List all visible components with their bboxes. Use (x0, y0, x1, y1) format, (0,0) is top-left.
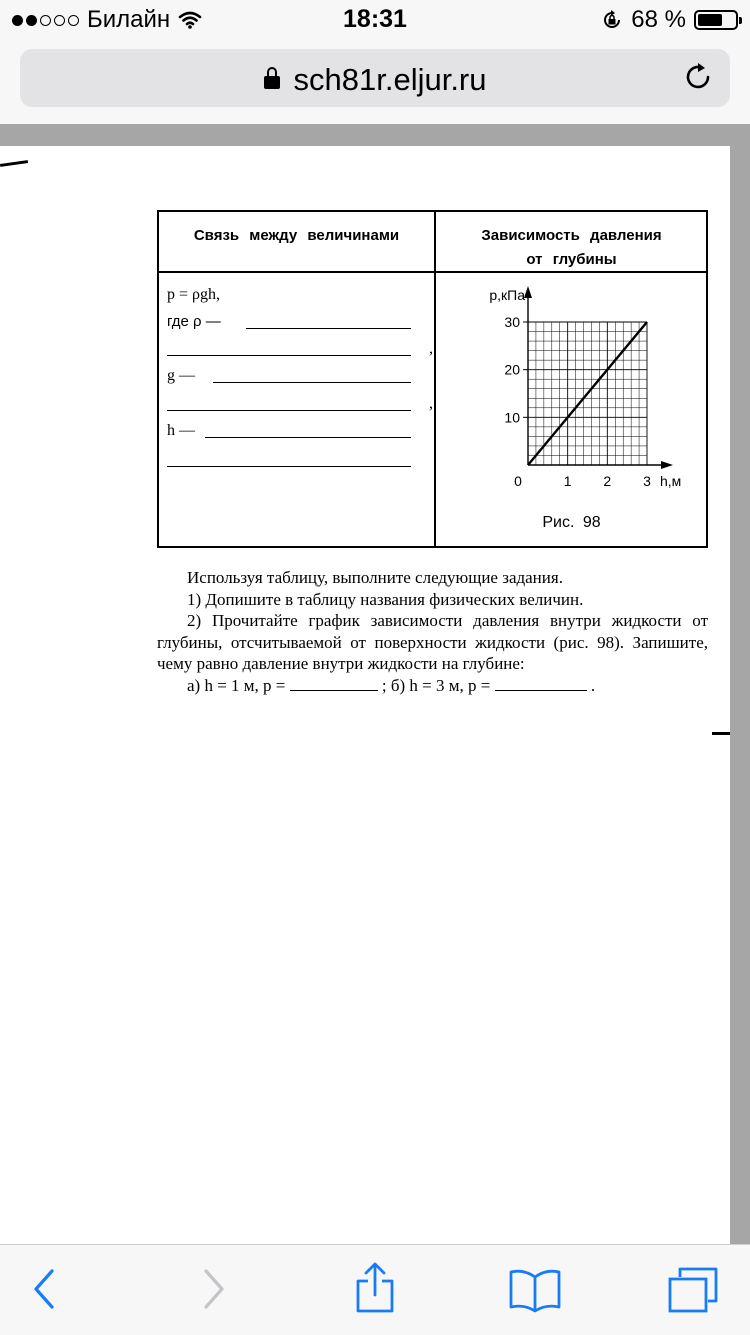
task-1: 1) Допишите в таблицу названия физических величин. (187, 589, 584, 609)
battery-fill (698, 14, 722, 26)
answer-b-line[interactable] (495, 678, 587, 691)
battery-icon (694, 10, 738, 30)
x-tick-label: 1 (563, 473, 572, 489)
scan-mark (0, 160, 28, 167)
browser-toolbar (0, 1244, 750, 1335)
task-2: 2) Прочитайте график зависимости давления внутри жидкости от глубины, отсчитываемой от поверхности жидкости (рис. 98). Запишите, чему равно давление внутри жидкости на глубине: (157, 611, 708, 673)
answer-b-label: ; б) h = 3 м, p = (381, 675, 491, 695)
answer-line[interactable] (213, 382, 411, 383)
reload-icon[interactable] (682, 61, 714, 93)
table-header-right-line1: Зависимость давления (481, 227, 662, 244)
bookmarks-icon[interactable] (508, 1267, 562, 1313)
back-icon[interactable] (30, 1267, 60, 1311)
task-answers (157, 675, 708, 697)
answer-a-line[interactable] (290, 678, 378, 691)
figure-caption: Рис. 98 (542, 514, 601, 531)
worksheet-table (157, 210, 708, 548)
pressure-depth-chart (474, 282, 702, 492)
table-header-right (435, 224, 708, 272)
y-axis-arrow (524, 286, 532, 298)
x-axis-arrow (661, 461, 673, 469)
status-right (601, 6, 738, 34)
x-tick-label: 3 (643, 473, 651, 489)
y-tick-label: 30 (504, 314, 520, 330)
forward-icon[interactable] (198, 1267, 228, 1311)
status-bar (0, 0, 750, 40)
formula-text: p = ρgh, (167, 286, 221, 303)
url-display[interactable] (20, 62, 730, 98)
table-header-left: Связь между величинами (193, 227, 400, 244)
y-tick-label: 20 (504, 361, 520, 378)
table-header-right-line2: от глубины (526, 251, 617, 268)
x-tick-label: 0 (514, 473, 522, 489)
y-tick-label: 10 (504, 409, 520, 426)
url-text: sch81r.eljur.ru (293, 62, 487, 97)
scan-mark (712, 732, 730, 735)
lock-icon (264, 76, 280, 89)
answer-line[interactable] (167, 410, 411, 411)
where-rho-label: где ρ — (167, 313, 221, 330)
answer-end: . (590, 675, 596, 695)
rotation-lock-icon (601, 9, 623, 31)
x-axis-label: h,м (660, 473, 682, 489)
clock: 18:31 (343, 5, 407, 33)
document-page (0, 146, 730, 1244)
data-line (528, 322, 647, 465)
carrier-name: Билайн (87, 6, 171, 33)
task-text (157, 567, 708, 696)
tabs-icon[interactable] (666, 1265, 720, 1315)
answer-line[interactable] (205, 437, 411, 438)
comma-text: , (429, 340, 433, 357)
y-axis-label: p,кПа (489, 287, 525, 303)
answer-a-label: а) h = 1 м, p = (187, 675, 286, 695)
address-bar[interactable] (20, 49, 730, 107)
answer-line[interactable] (167, 466, 411, 467)
x-tick-label: 2 (603, 473, 612, 489)
browser-header (0, 40, 750, 124)
comma-text: , (429, 395, 433, 412)
h-label: h — (167, 422, 195, 439)
battery-percent: 68 % (631, 6, 686, 33)
task-intro: Используя таблицу, выполните следующие задания. (187, 568, 563, 587)
answer-line[interactable] (167, 355, 411, 356)
g-label: g — (167, 367, 195, 384)
answer-line[interactable] (246, 328, 411, 329)
share-icon[interactable] (354, 1261, 396, 1315)
web-content[interactable] (0, 124, 750, 1244)
